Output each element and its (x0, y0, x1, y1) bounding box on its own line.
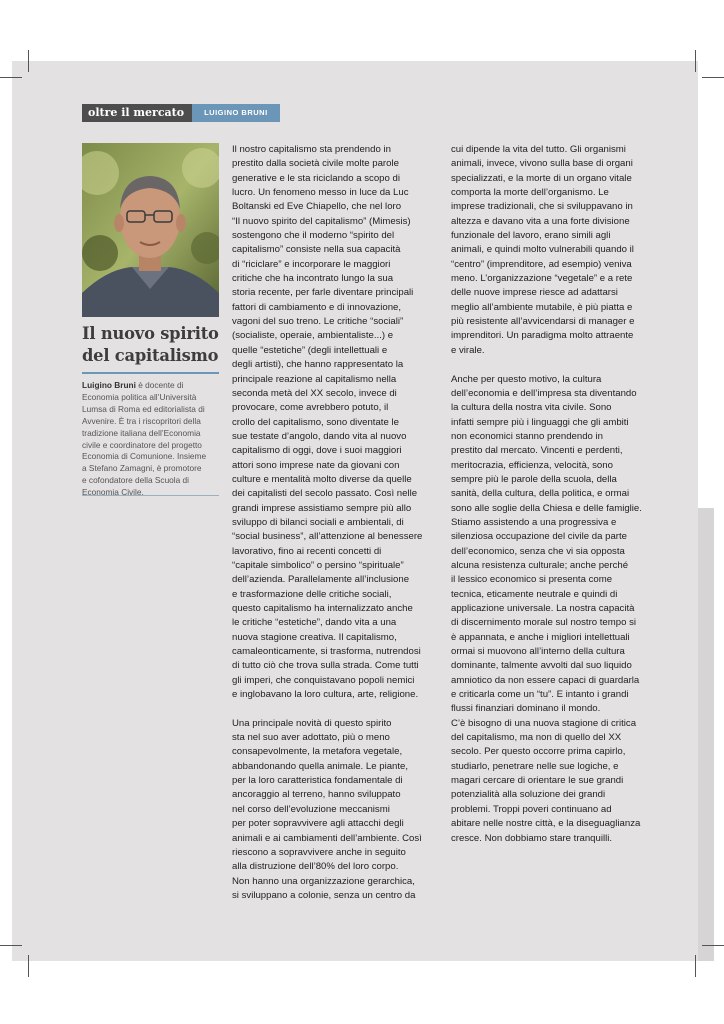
article-line: lavorativo, fino ai recenti concetti di (232, 545, 382, 557)
article-line: vagoni del suo treno. Le critiche “sociali” (232, 316, 404, 328)
article-line: camaleonticamente, si trasforma, nutrendosi (232, 646, 421, 658)
article-line: secolo. Per questo occorre prima capirlo, (451, 746, 626, 758)
article-line: silenziosa occupazione del civile da parte (451, 531, 627, 543)
article-line: “centro” (imprenditore, ad esempio) veniva (451, 258, 632, 270)
article-line: dell’economico, senza che vi sia opposta (451, 545, 625, 557)
article-line: ormai si muovono all’interno della cultura (451, 646, 625, 658)
article-line: critiche che ha incontrato lungo la sua (232, 273, 394, 285)
article-line: imprese tradizionali, che si sviluppavano in (451, 201, 633, 213)
bio-line: Avvenire. È tra i riscopritori della (82, 415, 201, 426)
article-line: di tutto ciò che trova sulla strada. Come tutti (232, 660, 419, 672)
article-line: magari cercare di orientare le sue grandi (451, 775, 624, 787)
article-line: principale reazione al capitalismo nella (232, 373, 397, 385)
article-line: potenzialità alla soluzione dei grandi (451, 789, 606, 801)
article-line: “capitale simbolico” o persino “spirituale” (232, 559, 404, 571)
article-line: questo capitalismo ha internalizzato anche (232, 603, 413, 614)
article-line: per la loro caratteristica fondamentale di (232, 775, 403, 787)
article-line: Anche per questo motivo, la cultura (451, 373, 602, 385)
article-line: flussi finanziari dominano il mondo. (451, 703, 601, 715)
article-line: di “riciclare” e incorporare le maggiori (232, 258, 391, 270)
headline-line: Il nuovo spirito (82, 324, 219, 343)
article-line: crollo del capitalismo, sono diventate le (232, 416, 399, 428)
article-line: generative e le sta riciclando a scopo di (232, 172, 400, 184)
author-bio (82, 380, 221, 499)
article-line: “social business”, all’attenzione al benessere (232, 531, 423, 543)
article-line: sostengono che il moderno “spirito del (232, 230, 395, 242)
article-line: provocare, come avrebbero potuto, il (232, 402, 389, 414)
article-line: sue testate d’angolo, dando vita al nuovo (232, 430, 407, 442)
article-line: grandi imprese assistiamo sempre più allo (232, 502, 412, 514)
article-line: sono alle soglie della Chiesa e delle famiglie. (451, 502, 642, 514)
article-line: di discernimento morale sul nostro tempo si (451, 617, 637, 629)
article-line: meno. L’organizzazione “vegetale” e a rete (451, 273, 633, 285)
article-line: non economici stanno prendendo in (451, 430, 604, 442)
article-line: e virale. (451, 344, 485, 356)
article-line: comporta la morte dell’organismo. Le (451, 187, 609, 199)
article-line: è appannata, e anche i migliori intellettuali (451, 631, 630, 643)
article-line: e criticarla come un “tu”. E intanto i grandi (451, 689, 629, 701)
article-line: Una principale novità di questo spirito (232, 717, 392, 729)
article-line: prestito dalla società civile molte parole (232, 158, 399, 170)
bio-line: Economia di Comunione. Insieme (82, 451, 207, 462)
article-line: culture e mentalità molto diverse da quelle (232, 473, 412, 485)
article-line: del capitalismo, ma non di quello del XX (451, 732, 622, 744)
article-line: il lessico economico si presenta come (451, 574, 613, 586)
article-line: la cultura della nostra vita civile. Sono (451, 402, 612, 414)
bio-divider (82, 495, 219, 496)
crop-mark (702, 77, 724, 78)
article-line: consapevolmente, la metafora vegetale, (232, 746, 403, 758)
article-line: si sviluppano a colonie, senza un centro da (232, 889, 416, 901)
headline-divider (82, 372, 219, 374)
article-line: meritocrazia, efficienza, velocità, sono (451, 459, 613, 471)
article-line: abbandonando quella animale. Le piante, (232, 760, 409, 772)
article-line: funzionale del lavoro, erano simili agli (451, 230, 611, 242)
article-line: lucro. Un fenomeno messo in luce da Luc (232, 187, 409, 199)
article-line: animali e ai cambiamenti dell’ambiente. Così (232, 832, 422, 844)
article-line: nel corso dell’evoluzione meccanismi (232, 803, 390, 815)
article-line: altezza e davano vita a una forte divisione (451, 215, 630, 227)
article-line: imprenditori. Un paradigma molto attraente (451, 330, 634, 342)
article-line: seconda metà del XX secolo, invece di (232, 387, 397, 399)
bio-author-name: Luigino Bruni (82, 380, 136, 390)
article-line: delle nuove imprese riesce ad adattarsi (451, 287, 618, 299)
crop-mark (702, 945, 724, 946)
article-line: Non hanno una organizzazione gerarchica, (232, 875, 415, 887)
article-line: gli imperi, che conquistavano popoli nemici (232, 674, 415, 686)
article-line: per poter sopravvivere agli attacchi degli (232, 818, 404, 830)
article-line: dei capitalisti del secolo passato. Così nelle (232, 488, 418, 500)
headline-line: del capitalismo (82, 346, 219, 365)
article-line: capitalismo” consiste nella sua capacità (232, 244, 401, 256)
crop-mark (695, 50, 696, 72)
article-line: Il nostro capitalismo sta prendendo in (232, 144, 391, 155)
article-line: sempre più le parole della scuola, della (451, 473, 617, 485)
article-line: Stiamo assistendo a una progressiva e (451, 516, 617, 528)
author-portrait (82, 143, 219, 317)
bio-line: a Stefano Zamagni, è promotore (82, 463, 202, 474)
crop-mark (695, 955, 696, 977)
article-column-1 (232, 143, 442, 903)
article-line: amniotico da non essere capaci di guardarla (451, 674, 640, 686)
bio-line: Lumsa di Roma ed editorialista di (82, 403, 205, 414)
article-line: C’è bisogno di una nuova stagione di critica (451, 717, 637, 729)
article-line: e trasformazione delle critiche sociali, (232, 588, 392, 600)
bio-line: è docente di (135, 380, 184, 390)
article-line: riescono a sopravvivere anche in seguito (232, 846, 406, 858)
article-line: le critiche “estetiche”, dando vita a una (232, 617, 397, 629)
article-paragraph (232, 717, 442, 903)
bio-line: civile e coordinatore del progetto (82, 439, 202, 450)
article-line: e inglobavano la loro cultura, arte, religione. (232, 689, 419, 701)
article-line: meglio all’ambiente mutabile, è più piatta e (451, 301, 633, 313)
bio-line: tradizione italiana dell’Economia (82, 427, 201, 438)
crop-mark (0, 77, 22, 78)
article-line: alcuna resistenza culturale; anche perché (451, 559, 629, 571)
article-line: più resistente all’avvicendarsi di manager e (451, 316, 635, 328)
article-line: dell’azienda. Parallelamente all’inclusione (232, 574, 410, 586)
article-line: animali, e quindi molto vulnerabili quando il (451, 244, 634, 256)
article-line: studiarlo, penetrare nelle sue logiche, e (451, 760, 619, 772)
article-line: quelle “estetiche” (degli intellettuali e (232, 344, 388, 356)
article-line: ancoraggio al terreno, hanno sviluppato (232, 789, 401, 801)
article-line: abitare nelle nostre città, e la diseguaglianza (451, 818, 641, 830)
article-column-2 (451, 143, 658, 846)
article-line: nuova stagione creativa. Il capitalismo, (232, 631, 397, 643)
article-line: specializzati, e la morte di un organo vitale (451, 172, 632, 184)
article-line: infatti sempre più i linguaggi che gli ambiti (451, 416, 629, 428)
article-line: problemi. Troppi poveri continuano ad (451, 803, 612, 815)
article-headline (82, 323, 222, 367)
article-line: “Il nuovo spirito del capitalismo” (Mimesis) (232, 215, 411, 227)
article-line: dell’economia e dell’impresa sta diventando (451, 387, 637, 399)
article-line: (socialiste, operaie, ambientaliste...) e (232, 330, 394, 342)
article-paragraph (451, 373, 658, 846)
crop-mark (28, 955, 29, 977)
article-line: fattori di cambiamento e di innovazione, (232, 301, 402, 313)
bio-line: e cofondatore della Scuola di (82, 475, 190, 486)
article-line: sviluppo di bilanci sociali e ambientali, di (232, 516, 404, 528)
article-line: capitalismo di oggi, dove i suoi maggiori (232, 445, 402, 457)
article-line: degli artisti), che hanno rappresentato la (232, 359, 404, 371)
article-line: cresce. Non dobbiamo stare tranquilli. (451, 832, 613, 844)
article-line: sta nel suo aver adottato, più o meno (232, 732, 390, 744)
crop-mark (28, 50, 29, 72)
article-line: tecnica, eticamente neutrale e quindi di (451, 588, 618, 600)
bio-line: Economia politica all’Università (82, 391, 197, 402)
article-line: dominante, talmente avvolti dal suo liquido (451, 660, 632, 672)
article-paragraph (232, 143, 442, 702)
bio-line: Economia Civile. (82, 487, 144, 498)
article-line: alla distruzione dell’80% del loro corpo. (232, 861, 399, 873)
author-label: LUIGINO BRUNI (192, 104, 280, 122)
article-line: prestito dal mercato. Vincenti e perdenti, (451, 445, 623, 457)
article-line: storia recente, per farle diventare principali (232, 287, 414, 299)
article-line: cui dipende la vita del tutto. Gli organismi (451, 144, 626, 155)
crop-mark (0, 945, 22, 946)
article-line: attori sono imprese nate da giovani con (232, 459, 400, 471)
article-line: animali, invece, vivono sulla base di organi (451, 158, 633, 170)
article-line: sanità, della cultura, della politica, e ormai (451, 488, 630, 500)
article-paragraph (451, 143, 658, 358)
section-label: oltre il mercato (82, 104, 192, 122)
column-rubric (82, 104, 280, 122)
article-line: applicazione universale. La nostra capacità (451, 603, 635, 614)
page-edge-strip (698, 508, 714, 961)
article-line: Boltanski ed Eve Chiapello, che nel loro (232, 201, 402, 213)
